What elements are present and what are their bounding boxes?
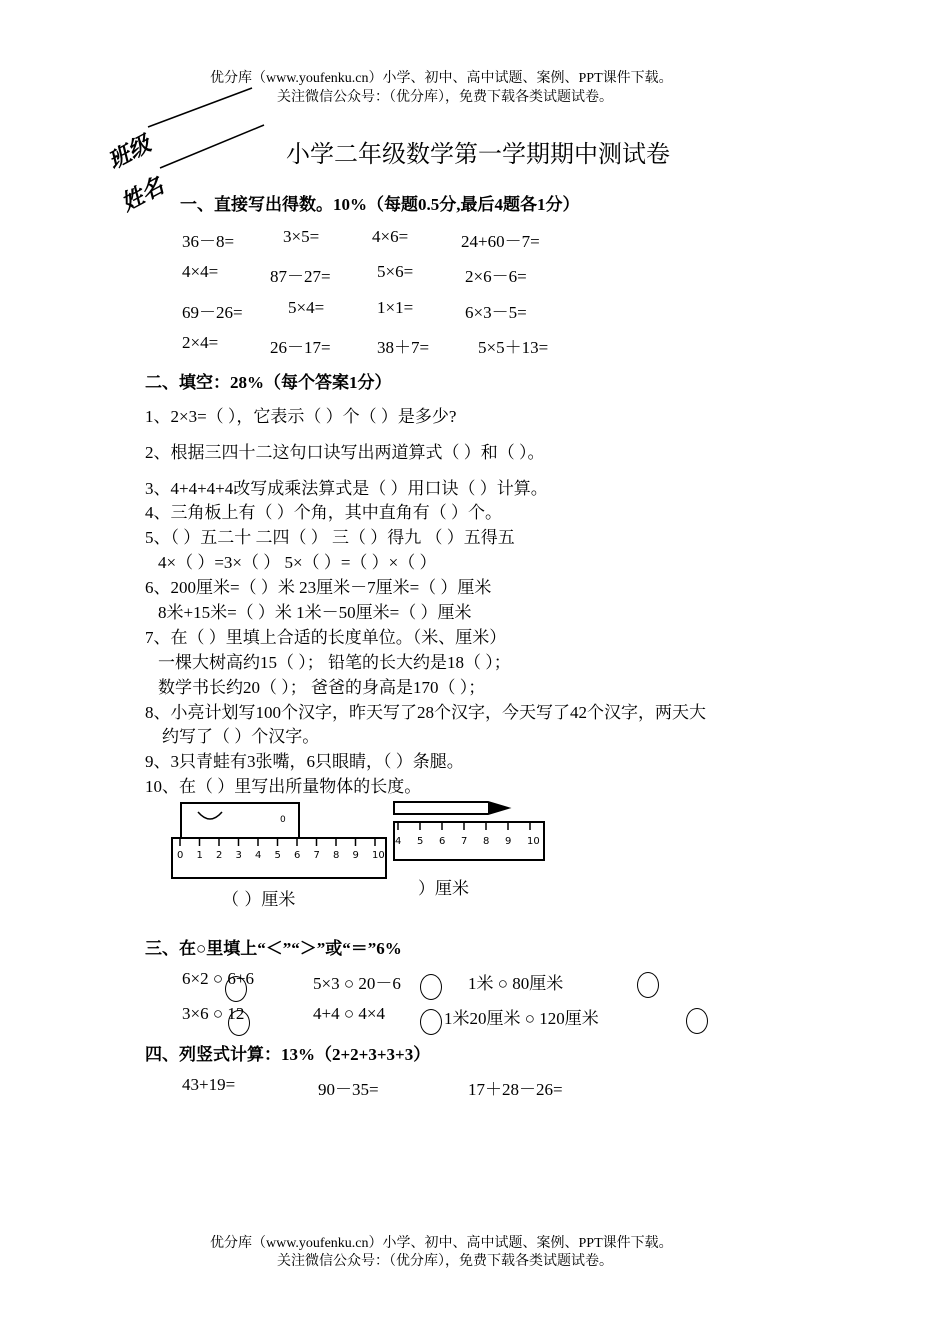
right-ruler-label: 6: [439, 836, 446, 847]
answer-circle-3[interactable]: [637, 972, 659, 998]
fill-line-5: 5、（ ）五二十 二四（ ） 三（ ）得九 （ ）五得五: [145, 528, 515, 547]
compare-5: 4+4 ○ 4×4: [313, 1004, 385, 1023]
right-ruler-label: 10: [527, 836, 540, 847]
arith-item: 69－26=: [182, 303, 243, 322]
fill-line-14: 9、3只青蛙有3张嘴，6只眼睛，（ ）条腿。: [145, 752, 464, 771]
section4-heading: 四、列竖式计算：13%（2+2+3+3+3）: [145, 1045, 431, 1064]
left-ruler-label: 2: [216, 850, 223, 861]
right-ruler-label: 8: [483, 836, 490, 847]
arith-item: 2×4=: [182, 333, 219, 352]
fill-line-4: 4、三角板上有（ ）个角，其中直角有（ ）个。: [145, 503, 502, 522]
compare-3: 1米 ○ 80厘米: [468, 974, 564, 993]
fill-line-2: 2、根据三四十二这句口诀写出两道算式（ ）和（ ）。: [145, 443, 545, 462]
fill-line-13: 约写了（ ）个汉字。: [162, 727, 320, 746]
left-ruler-label: 5: [274, 850, 281, 861]
left-ruler-label: 4: [255, 850, 262, 861]
fill-line-9: 7、在（ ）里填上合适的长度单位。（米、厘米）: [145, 628, 507, 647]
arith-item: 4×6=: [372, 227, 409, 246]
right-ruler-answer: ）厘米: [418, 879, 469, 899]
vertical-calc-2: 90－35=: [318, 1080, 379, 1099]
compare-2: 5×3 ○ 20－6: [313, 974, 401, 993]
fill-line-3: 3、4+4+4+4改写成乘法算式是（ ）用口诀（ ）计算。: [145, 479, 548, 498]
left-ruler-label: 8: [333, 850, 340, 861]
arith-item: 87－27=: [270, 267, 331, 286]
header-line-1: 优分库（www.youfenku.cn）小学、初中、高中试题、案例、PPT课件下载。: [210, 71, 673, 86]
fill-line-15: 10、在（ ）里写出所量物体的长度。: [145, 777, 422, 796]
answer-circle-4[interactable]: [228, 1010, 250, 1036]
name-blank-line: [160, 125, 264, 168]
left-ruler-label: 9: [352, 850, 359, 861]
answer-circle-6[interactable]: [686, 1008, 708, 1034]
footer-line-1: 优分库（www.youfenku.cn）小学、初中、高中试题、案例、PPT课件下载。: [210, 1236, 673, 1251]
right-ruler-label: 7: [461, 836, 468, 847]
compare-6: 1米20厘米 ○ 120厘米: [444, 1009, 599, 1028]
left-ruler-figure: [168, 800, 393, 885]
arith-item: 4×4=: [182, 262, 219, 281]
fill-line-12: 8、小亮计划写100个汉字，昨天写了28个汉字，今天写了42个汉字，两天大: [145, 703, 706, 722]
compare-1: 6×2 ○ 6+6: [182, 969, 254, 988]
left-ruler-label: 10: [372, 850, 385, 861]
right-ruler-figure: [392, 796, 552, 866]
name-label: 姓名: [116, 172, 168, 216]
arith-item: 3×5=: [283, 227, 320, 246]
left-ruler-label: 0: [177, 850, 184, 861]
fill-line-7: 6、200厘米=（ ）米 23厘米－7厘米=（ ）厘米: [145, 578, 492, 597]
arith-item: 24+60－7=: [461, 232, 540, 251]
footer-line-2: 关注微信公众号：（优分库），免费下载各类试题试卷。: [277, 1254, 613, 1269]
left-ruler-label: 3: [235, 850, 242, 861]
arith-item: 26－17=: [270, 338, 331, 357]
vertical-calc-3: 17＋28－26=: [468, 1080, 563, 1099]
section1-heading: 一、直接写出得数。10%（每题0.5分,最后4题各1分）: [180, 195, 580, 214]
class-label: 班级: [103, 130, 155, 174]
right-ruler-label: 4: [395, 836, 402, 847]
arith-item: 36－8=: [182, 232, 235, 251]
fill-line-10: 一棵大树高约15（ ）； 铅笔的长大约是18（ ）；: [158, 653, 511, 672]
fill-line-6: 4×（ ）=3×（ ） 5×（ ）=（ ）×（ ）: [158, 553, 437, 572]
arith-item: 38＋7=: [377, 338, 430, 357]
compare-4: 3×6 ○ 12: [182, 1004, 245, 1023]
left-ruler-label: 1: [196, 850, 203, 861]
arith-item: 5×4=: [288, 298, 325, 317]
arith-item: 1×1=: [377, 298, 414, 317]
left-ruler-answer: （ ）厘米: [222, 890, 296, 910]
right-ruler-label: 5: [417, 836, 424, 847]
answer-circle-1[interactable]: [225, 976, 247, 1002]
section3-heading: 三、在○里填上“＜”“＞”或“＝”6%: [145, 939, 402, 958]
stamp-lines: [140, 80, 280, 180]
arith-item: 5×6=: [377, 262, 414, 281]
vertical-calc-1: 43+19=: [182, 1075, 236, 1094]
eraser-mark: 0: [280, 815, 286, 825]
left-ruler-label: 6: [294, 850, 301, 861]
left-ruler-label: 7: [313, 850, 320, 861]
arith-item: 2×6－6=: [465, 267, 527, 286]
right-ruler-label: 9: [505, 836, 512, 847]
fill-line-11: 数学书长约20（ ）； 爸爸的身高是170（ ）；: [158, 678, 486, 697]
pencil-tip: [488, 802, 508, 814]
fill-line-1: 1、2×3=（ ），它表示（ ）个（ ）是多少?: [145, 407, 457, 426]
class-blank-line: [148, 88, 252, 127]
answer-circle-5[interactable]: [420, 1009, 442, 1035]
arith-item: 6×3－5=: [465, 303, 527, 322]
page-title: 小学二年级数学第一学期期中测试卷: [286, 142, 670, 168]
arith-item: 5×5＋13=: [478, 338, 549, 357]
header-line-2: 关注微信公众号：（优分库），免费下载各类试题试卷。: [277, 90, 613, 105]
answer-circle-2[interactable]: [420, 974, 442, 1000]
fill-line-8: 8米+15米=（ ）米 1米－50厘米=（ ）厘米: [158, 603, 472, 622]
section2-heading: 二、填空：28%（每个答案1分）: [145, 373, 392, 392]
